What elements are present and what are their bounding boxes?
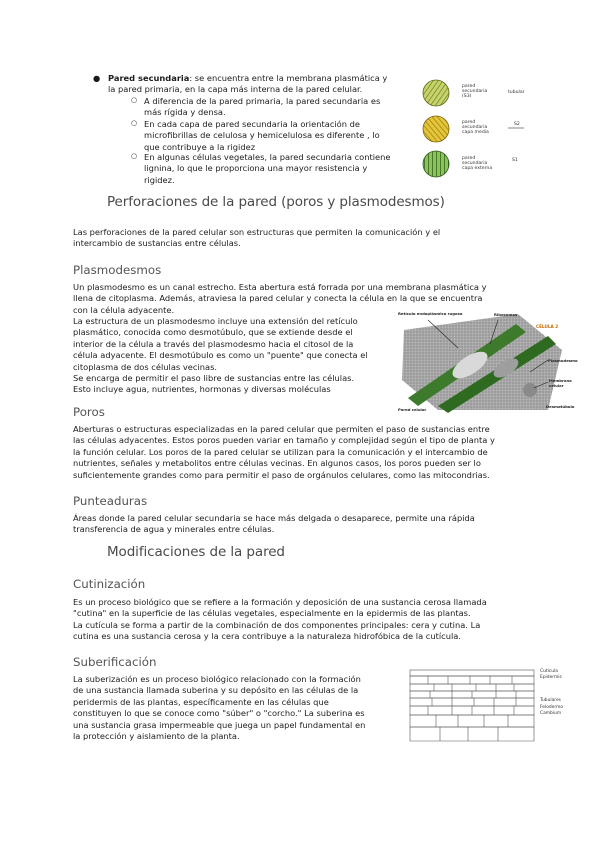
fig-row-3-left: pared secundaria capa externa xyxy=(462,156,493,172)
cutinizacion-heading: Cutinización xyxy=(73,577,146,591)
secundaria-line-1: Pared secundaria: se encuentra entre la membrana plasmática y xyxy=(108,73,388,83)
secundaria-line-2: la pared primaria, en la capa más interna de la pared celular. xyxy=(108,84,363,95)
fig-row-1-right: tubular xyxy=(508,90,525,95)
fig-row-2-left: pared secundaria capa media xyxy=(462,120,489,136)
fig-label-celula2: CÉLULA 2 xyxy=(536,324,559,329)
poros-body: Aberturas o estructuras especializadas en la pared celular que permiten el paso de sustancias entre las células adyacentes. Estos poros pueden variar en tamaño y complejidad según el tipo de planta y la función celular. Los poros de la pared celular se utilizan para la comunicación y el intercambio de nutrientes, señales y metabolitos entre células vecinas. En algunos casos, los poros pueden ser lo suficientemente grandes como para permitir el paso de orgánulos celulares, como las mitocondrias. xyxy=(73,424,495,480)
plasmodesmos-body-narrow: La estructura de un plasmodesmo incluye una extensión del retículo plasmático, conocida como desmotúbulo, que se extiende desde el interior de la célula a través del plasmodesmo hacia el citosol de la célula adyacente. El desmotúbulo es como un "puente" que conecta el citoplasma de dos células vecinas. Se encarga de permitir el paso libre de sustancias entre las células. Esto incluye agua, nutrientes, hormonas y diversas moléculas xyxy=(73,316,368,395)
fig-row-2-right: S2 xyxy=(514,122,520,127)
perforaciones-heading: Perforaciones de la pared (poros y plasmodesmos) xyxy=(107,194,445,210)
suber-label-felodermo: Felodermo xyxy=(540,705,564,710)
suberificacion-heading: Suberificación xyxy=(73,655,157,669)
suberificacion-body: La suberización es un proceso biológico relacionado con la formación de una sustancia llamada suberina y su depósito en las células de la peridermis de las plantas, específicamente en las células que constituyen lo que se conoce como "súber" o "corcho." La suberina es una sustancia grasa impermeable que juega un papel fundamental en la protección y aislamiento de la planta. xyxy=(73,674,366,742)
cutinizacion-body: Es un proceso biológico que se refiere a la formación y deposición de una sustancia cerosa llamada "cutina" en la superficie de las células vegetales, especialmente en la epidermis de las plantas. La cutícula se forma a partir de la combinación de dos componentes principales: cera y cutina. La cutina es una sustancia cerosa y la cera contribuye a la naturaleza hidrofóbica de la cutícula. xyxy=(73,597,487,642)
bullet-dot: ● xyxy=(93,73,101,83)
secundaria-section xyxy=(93,73,408,96)
modificaciones-heading: Modificaciones de la pared xyxy=(107,544,285,560)
suber-label-tubulares: Tubulares xyxy=(540,698,561,703)
fig-label-desmotubulo: Desmotúbulo xyxy=(546,404,575,409)
plasmodesmo-figure xyxy=(398,310,578,414)
fig-label-pared: Pared celular xyxy=(398,407,427,412)
fig-label-ribosomas: Ribosomas xyxy=(494,312,518,317)
plasmodesmos-heading: Plasmodesmos xyxy=(73,263,162,277)
suberificacion-figure xyxy=(408,668,573,744)
cork-cells-illustration xyxy=(408,668,538,744)
punteaduras-body: Áreas donde la pared celular secundaria se hace más delgada o desaparece, permite una rápida transferencia de agua y minerales entre células. xyxy=(73,513,475,535)
poros-heading: Poros xyxy=(73,405,105,419)
secondary-wall-illustration xyxy=(420,78,590,184)
fig-row-3-right: S1 xyxy=(512,158,518,163)
fig-label-plasmodesmo: Plasmodesmo xyxy=(548,358,578,363)
plasmodesmos-body-full: Un plasmodesmo es un canal estrecho. Esta abertura está forrada por una membrana plasmática y llena de citoplasma. Además, atraviesa la pared celular y conecta la célula en la que se encuentra con la célula adyacente. xyxy=(73,282,487,315)
suber-label-epidermis: Epidermis xyxy=(540,675,562,680)
fig-row-1-left: pared secundaria (S3) xyxy=(462,84,488,100)
punteaduras-heading: Punteaduras xyxy=(73,494,148,508)
perforaciones-body: Las perforaciones de la pared celular son estructuras que permiten la comunicación y el intercambio de sustancias entre células. xyxy=(73,227,441,249)
secondary-wall-figure xyxy=(420,78,590,184)
fig-label-reticulo: Retículo endoplásmico rugoso xyxy=(398,311,463,316)
suber-label-cuticula: Cutícula xyxy=(540,669,558,674)
fig-label-membrana: Membrana celular xyxy=(549,378,572,388)
secundaria-sub-3: ○ En algunas células vegetales, la pared secundaria contiene lignina, lo que le proporciona una mayor resistencia y rigidez. xyxy=(131,152,391,185)
suber-label-cambium: Cambium xyxy=(540,711,562,716)
secundaria-sub-2: ○ En cada capa de pared secundaria la orientación de microfibrillas de celulosa y hemicelulosa es diferente , lo que contribuye a la rigidez xyxy=(131,119,380,152)
secundaria-sub-1: ○ A diferencia de la pared primaria, la pared secundaria es más rígida y densa. xyxy=(131,96,381,118)
